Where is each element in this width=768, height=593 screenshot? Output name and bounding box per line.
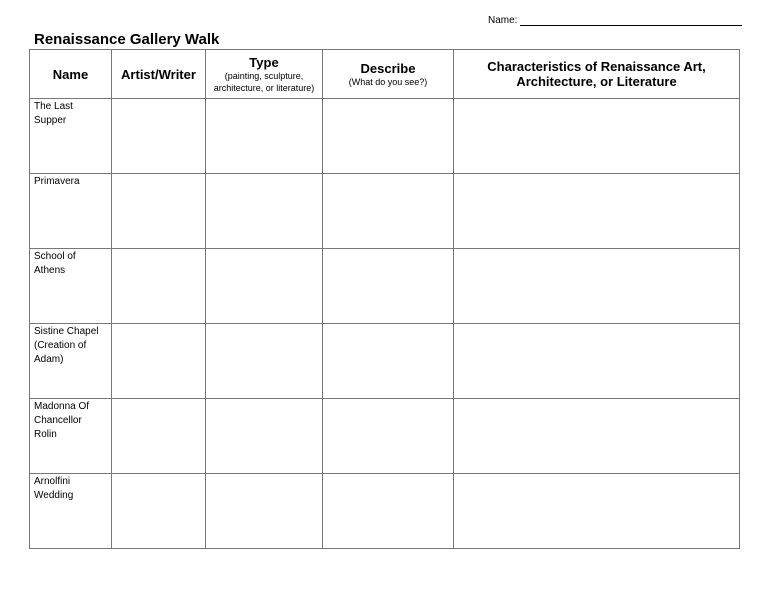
characteristics-cell[interactable] — [454, 474, 740, 549]
header-label: Type — [249, 54, 279, 70]
table-row — [30, 324, 740, 399]
artist-cell[interactable] — [112, 324, 206, 399]
artist-cell[interactable] — [112, 474, 206, 549]
artwork-name: Primavera — [30, 174, 112, 249]
table-row — [30, 249, 740, 324]
header-label: Describe — [360, 60, 416, 76]
characteristics-cell[interactable] — [454, 174, 740, 249]
artwork-name: The Last Supper — [30, 99, 112, 174]
artist-cell[interactable] — [112, 399, 206, 474]
artist-cell[interactable] — [112, 174, 206, 249]
header-sublabel: (What do you see?) — [348, 76, 428, 87]
type-cell[interactable] — [206, 399, 323, 474]
header-characteristics — [454, 50, 740, 99]
header-name — [30, 50, 112, 99]
artist-cell[interactable] — [112, 249, 206, 324]
describe-cell[interactable] — [323, 399, 454, 474]
characteristics-cell[interactable] — [454, 99, 740, 174]
header-type — [206, 50, 323, 99]
artwork-name: Madonna Of Chancellor Rolin — [30, 399, 112, 474]
describe-cell[interactable] — [323, 174, 454, 249]
type-cell[interactable] — [206, 249, 323, 324]
header-label: Artist/Writer — [121, 66, 196, 82]
table-row — [30, 174, 740, 249]
describe-cell[interactable] — [323, 474, 454, 549]
name-label: Name: — [488, 15, 518, 26]
header-label: Name — [52, 66, 89, 82]
page-title: Renaissance Gallery Walk — [34, 31, 220, 48]
type-cell[interactable] — [206, 324, 323, 399]
describe-cell[interactable] — [323, 249, 454, 324]
artwork-name: Arnolfini Wedding — [30, 474, 112, 549]
header-row — [30, 50, 740, 99]
describe-cell[interactable] — [323, 99, 454, 174]
artwork-name: School of Athens — [30, 249, 112, 324]
table-row — [30, 99, 740, 174]
name-blank-line[interactable] — [520, 15, 742, 26]
describe-cell[interactable] — [323, 324, 454, 399]
student-name-field[interactable] — [488, 15, 742, 26]
characteristics-cell[interactable] — [454, 249, 740, 324]
type-cell[interactable] — [206, 174, 323, 249]
artist-cell[interactable] — [112, 99, 206, 174]
type-cell[interactable] — [206, 99, 323, 174]
table-row — [30, 474, 740, 549]
characteristics-cell[interactable] — [454, 324, 740, 399]
characteristics-cell[interactable] — [454, 399, 740, 474]
header-describe — [323, 50, 454, 99]
header-artist — [112, 50, 206, 99]
type-cell[interactable] — [206, 474, 323, 549]
gallery-walk-table — [29, 49, 740, 549]
table-row — [30, 399, 740, 474]
header-sublabel: (painting, sculpture, architecture, or literature) — [213, 70, 315, 93]
artwork-name: Sistine Chapel (Creation of Adam) — [30, 324, 112, 399]
header-label: Characteristics of Renaissance Art, Architecture, or Literature — [487, 59, 706, 89]
